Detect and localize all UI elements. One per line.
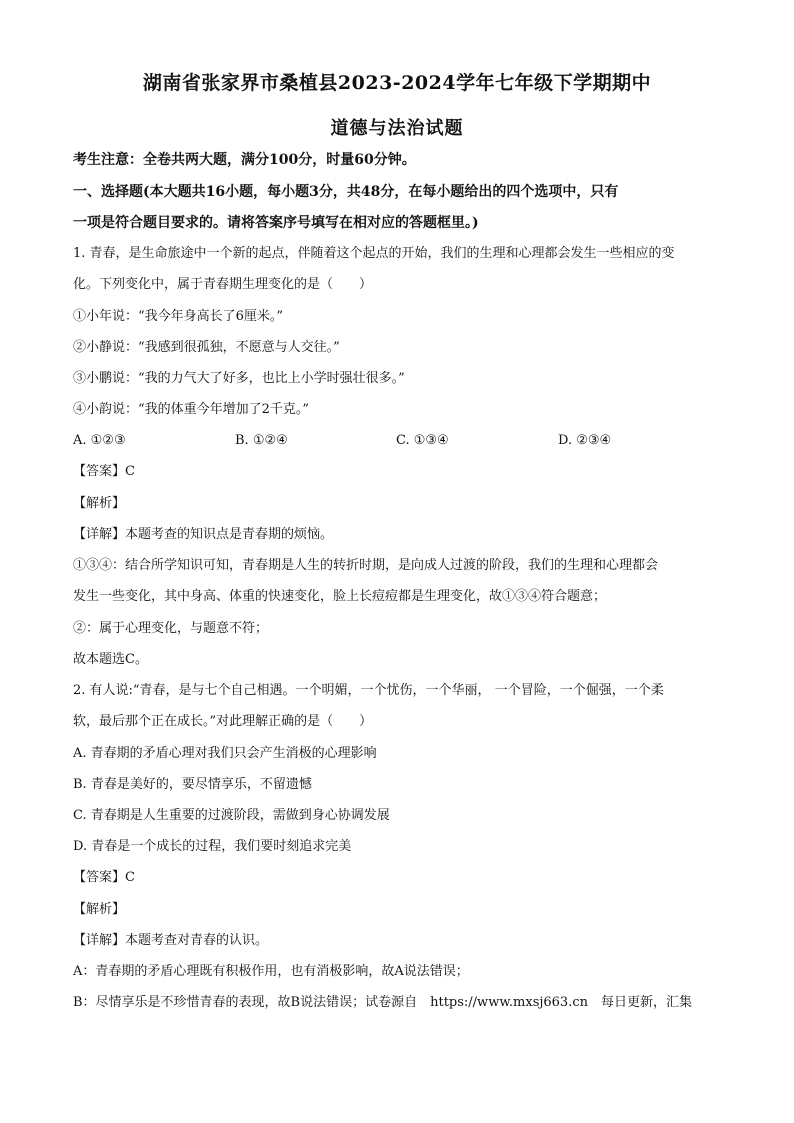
q1-option-d: D. ②③④	[558, 433, 612, 448]
section-heading-line2: 一项是符合题目要求的。请将答案序号填写在相对应的答题框里。)	[73, 215, 479, 231]
q2-option-b: B. 青春是美好的，要尽情享乐，不留遗憾	[73, 777, 312, 792]
q2-option-c: C. 青春期是人生重要的过渡阶段，需做到身心协调发展	[73, 808, 390, 823]
document-title: 湖南省张家界市桑植县2023-2024学年七年级下学期期中	[142, 72, 652, 94]
q1-explanation-line2: 发生一些变化，其中身高、体重的快速变化，脸上长痘痘都是生理变化，故①③④符合题意；	[73, 589, 607, 604]
q2-detail: 【详解】本题考查对青春的认识。	[73, 933, 269, 948]
q1-detail: 【详解】本题考查的知识点是青春期的烦恼。	[73, 527, 334, 542]
q1-conclusion: 故本题选C。	[73, 652, 148, 667]
q1-explanation-line1: ①③④：结合所学知识可知，青春期是人生的转折时期，是向成人过渡的阶段，我们的生理和心理都会	[73, 558, 659, 573]
section-heading-line1: 一、选择题(本大题共16小题，每小题3分，共48分，在每小题给出的四个选项中，只有	[73, 184, 619, 200]
q2-option-d: D. 青春是一个成长的过程，我们要时刻追求完美	[73, 839, 352, 854]
q1-statement-4: ④小韵说：“我的体重今年增加了2千克。”	[73, 402, 310, 417]
q1-option-c: C. ①③④	[396, 433, 449, 448]
q1-statement-2: ②小静说：“我感到很孤独，不愿意与人交往。”	[73, 340, 340, 355]
q1-stem-line1: 1. 青春，是生命旅途中一个新的起点，伴随着这个起点的开始，我们的生理和心理都会发生一些相应的变	[73, 246, 675, 261]
q1-answer: 【答案】C	[73, 464, 135, 479]
q1-option-b: B. ①②④	[235, 433, 288, 448]
q1-stem-line2: 化。下列变化中，属于青春期生理变化的是（ ）	[73, 277, 373, 292]
q1-explanation-line3: ②：属于心理变化，与题意不符；	[73, 621, 269, 636]
document-subtitle: 道德与法治试题	[330, 118, 464, 139]
q2-answer: 【答案】C	[73, 870, 135, 885]
q2-stem-line1: 2. 有人说:“青春，是与七个自己相遇。一个明媚，一个忧伤，一个华丽， 一个冒险，一个倔强，一个柔	[73, 683, 664, 698]
q1-analysis-label: 【解析】	[73, 496, 126, 511]
exam-notice: 考生注意：全卷共两大题，满分100分，时量60分钟。	[73, 152, 416, 168]
q1-statement-3: ③小鹏说：“我的力气大了好多，也比上小学时强壮很多。”	[73, 371, 405, 386]
q2-stem-line2: 软，最后那个正在成长。”对此理解正确的是（ ）	[73, 714, 373, 729]
q1-option-a: A. ①②③	[73, 433, 126, 448]
q2-explanation-b: B：尽情享乐是不珍惜青春的表现，故B说法错误；试卷源自 https://www.mxsj663.cn 每日更新，汇集	[73, 995, 692, 1010]
q2-explanation-a: A：青春期的矛盾心理既有积极作用，也有消极影响，故A说法错误；	[73, 964, 469, 979]
q1-statement-1: ①小年说：“我今年身高长了6厘米。”	[73, 309, 284, 324]
q2-option-a: A. 青春期的矛盾心理对我们只会产生消极的心理影响	[73, 746, 377, 761]
q2-analysis-label: 【解析】	[73, 902, 126, 917]
